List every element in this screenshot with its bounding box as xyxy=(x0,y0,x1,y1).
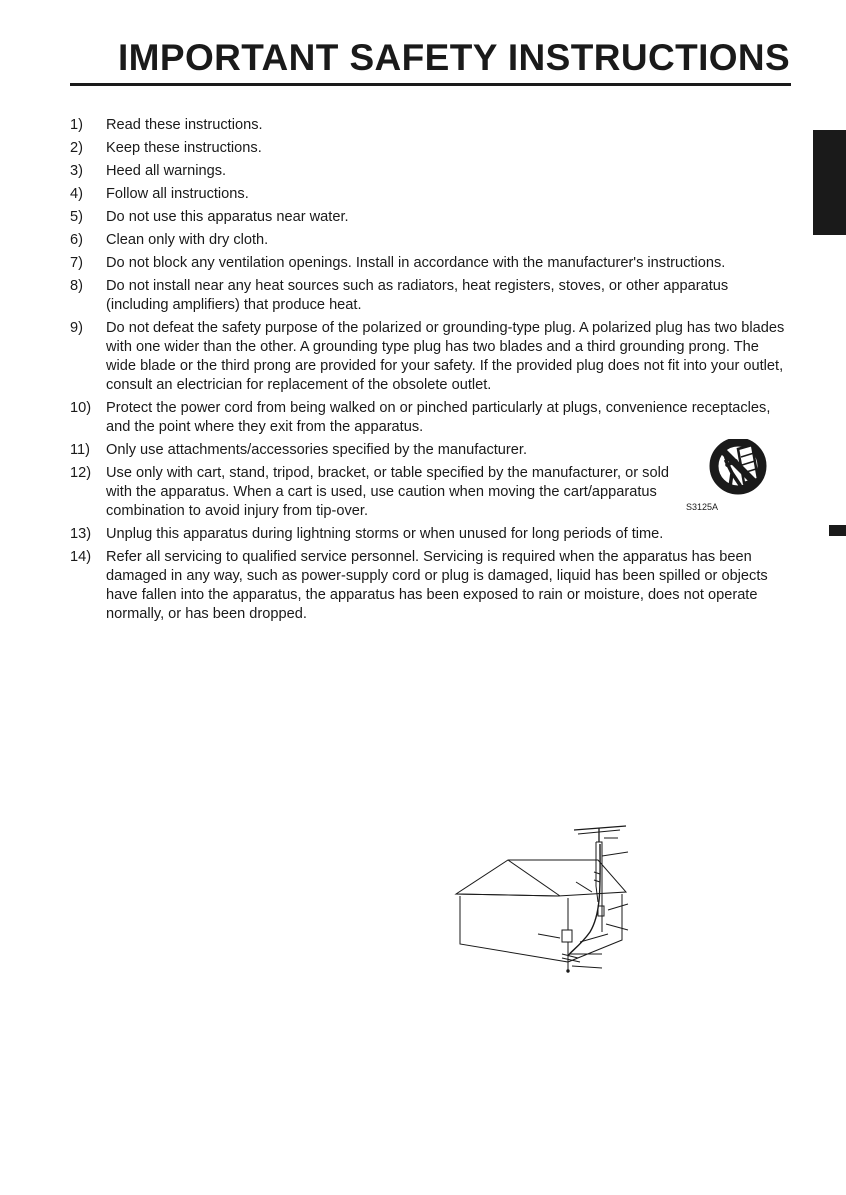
instruction-number: 13) xyxy=(70,526,92,542)
instruction-item-9 xyxy=(70,319,792,395)
instruction-number: 4) xyxy=(70,186,83,202)
instruction-text: Only use attachments/accessories specified by the manufacturer. xyxy=(106,442,527,458)
instruction-item-4 xyxy=(70,185,792,204)
instruction-text: Use only with cart, stand, tripod, bracket, or table specified by the manufacturer, or sold with the apparatus. When a cart is used, use caution when moving the cart/apparatus combination to avoid injury from tip-over. xyxy=(106,465,669,519)
instruction-item-14 xyxy=(70,548,792,624)
instruction-list xyxy=(70,116,792,628)
instruction-item-2 xyxy=(70,139,792,158)
instruction-item-6 xyxy=(70,231,792,250)
instruction-item-7 xyxy=(70,254,792,273)
side-page-mark xyxy=(829,525,846,536)
instruction-number: 14) xyxy=(70,549,92,565)
instruction-text: Protect the power cord from being walked on or pinched particularly at plugs, convenience receptacles, and the point where they exit from the apparatus. xyxy=(106,400,771,435)
instruction-item-1 xyxy=(70,116,792,135)
instruction-text: Heed all warnings. xyxy=(106,163,227,179)
instruction-item-8 xyxy=(70,277,792,315)
instruction-text: Keep these instructions. xyxy=(106,140,262,156)
instruction-number: 2) xyxy=(70,140,83,156)
instruction-number: 12) xyxy=(70,465,92,481)
instruction-item-5 xyxy=(70,208,792,227)
instruction-number: 1) xyxy=(70,117,83,133)
instruction-text: Follow all instructions. xyxy=(106,186,249,202)
instruction-number: 9) xyxy=(70,320,83,336)
instruction-text: Refer all servicing to qualified service personnel. Servicing is required when the apparatus has been damaged in any way, such as power-supply cord or plug is damaged, liquid has been spilled or objects have fallen into the apparatus, the apparatus has been exposed to rain or moisture, does not operate normally, or has been dropped. xyxy=(106,549,768,622)
instruction-text: Clean only with dry cloth. xyxy=(106,232,269,248)
instruction-text: Do not use this apparatus near water. xyxy=(106,209,349,225)
title-rule xyxy=(70,83,791,86)
instruction-text: Do not block any ventilation openings. Install in accordance with the manufacturer's instructions. xyxy=(106,255,726,271)
cart-figure-label: S3125A xyxy=(686,502,719,512)
instruction-text: Do not install near any heat sources such as radiators, heat registers, stoves, or other apparatus (including amplifiers) that produce heat. xyxy=(106,278,729,313)
instruction-text: Unplug this apparatus during lightning storms or when unused for long periods of time. xyxy=(106,526,664,542)
instruction-item-12 xyxy=(70,464,792,521)
instruction-number: 3) xyxy=(70,163,83,179)
instruction-text: Do not defeat the safety purpose of the polarized or grounding-type plug. A polarized plug has two blades with one wider than the other. A grounding type plug has two blades and a third grounding prong. The wide blade or the third prong are provided for your safety. If the provided plug does not fit into your outlet, consult an electrician for replacement of the obsolete outlet. xyxy=(106,320,785,393)
page-title: IMPORTANT SAFETY INSTRUCTIONS xyxy=(118,37,791,78)
instruction-item-13 xyxy=(70,525,792,544)
instruction-item-3 xyxy=(70,162,792,181)
antenna-grounding-diagram xyxy=(450,822,640,974)
instruction-text: Read these instructions. xyxy=(106,117,263,133)
instruction-number: 7) xyxy=(70,255,83,271)
instruction-item-10 xyxy=(70,399,792,437)
instruction-number: 5) xyxy=(70,209,83,225)
language-side-tab xyxy=(813,130,846,235)
instruction-number: 11) xyxy=(70,442,91,458)
instruction-number: 8) xyxy=(70,278,83,294)
instruction-item-11 xyxy=(70,441,792,460)
instruction-number: 6) xyxy=(70,232,83,248)
instruction-number: 10) xyxy=(70,400,92,416)
